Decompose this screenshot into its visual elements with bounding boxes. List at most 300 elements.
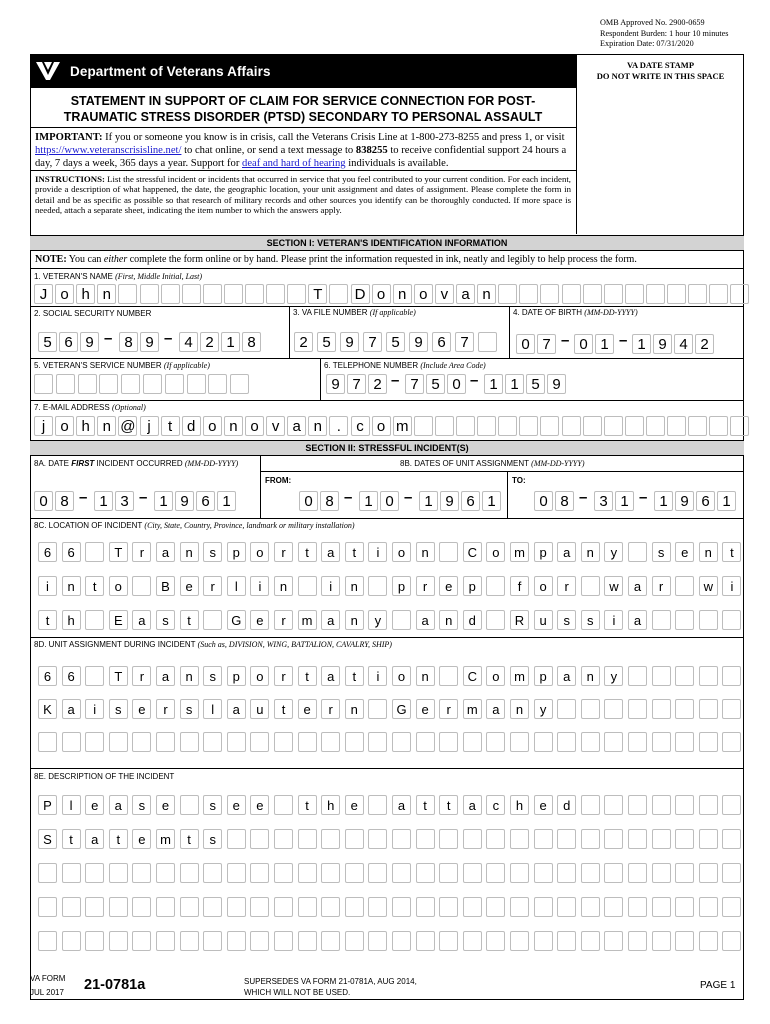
char-box[interactable]: D: [351, 284, 370, 304]
char-box[interactable]: [132, 863, 151, 883]
char-box[interactable]: [435, 416, 454, 436]
char-box[interactable]: [298, 931, 317, 951]
char-box[interactable]: 4: [179, 332, 198, 352]
char-box[interactable]: [392, 931, 411, 951]
char-box[interactable]: [581, 863, 600, 883]
char-box[interactable]: [345, 863, 364, 883]
char-box[interactable]: [287, 284, 306, 304]
char-box[interactable]: [534, 829, 553, 849]
char-box[interactable]: o: [203, 416, 222, 436]
char-box[interactable]: [165, 374, 184, 394]
char-box[interactable]: [652, 732, 671, 752]
char-box[interactable]: [486, 829, 505, 849]
char-box[interactable]: t: [180, 610, 199, 630]
char-box[interactable]: a: [456, 284, 475, 304]
char-box[interactable]: [227, 732, 246, 752]
char-box[interactable]: [180, 931, 199, 951]
char-box[interactable]: C: [463, 542, 482, 562]
char-box[interactable]: E: [109, 610, 128, 630]
char-box[interactable]: [486, 931, 505, 951]
char-box[interactable]: s: [203, 542, 222, 562]
char-box[interactable]: a: [486, 699, 505, 719]
char-box[interactable]: a: [109, 795, 128, 815]
char-box[interactable]: [321, 863, 340, 883]
char-box[interactable]: [85, 542, 104, 562]
char-box[interactable]: a: [156, 666, 175, 686]
char-box[interactable]: 1: [505, 374, 524, 394]
char-box[interactable]: 9: [140, 332, 159, 352]
char-box[interactable]: [646, 284, 665, 304]
char-box[interactable]: t: [109, 829, 128, 849]
char-box[interactable]: [581, 576, 600, 596]
char-box[interactable]: [416, 732, 435, 752]
char-box[interactable]: o: [55, 284, 74, 304]
char-box[interactable]: 2: [200, 332, 219, 352]
char-box[interactable]: 1: [632, 334, 651, 354]
char-box[interactable]: 5: [526, 374, 545, 394]
char-box[interactable]: [132, 897, 151, 917]
char-box[interactable]: [581, 931, 600, 951]
char-box[interactable]: t: [62, 829, 81, 849]
char-box[interactable]: [498, 416, 517, 436]
char-box[interactable]: p: [534, 666, 553, 686]
char-box[interactable]: n: [274, 576, 293, 596]
char-box[interactable]: 1: [154, 491, 173, 511]
char-box[interactable]: t: [345, 666, 364, 686]
char-box[interactable]: [140, 284, 159, 304]
char-box[interactable]: r: [557, 576, 576, 596]
char-box[interactable]: [730, 416, 749, 436]
char-box[interactable]: [583, 284, 602, 304]
char-box[interactable]: 9: [326, 374, 345, 394]
char-box[interactable]: [540, 284, 559, 304]
char-box[interactable]: p: [534, 542, 553, 562]
char-box[interactable]: [109, 931, 128, 951]
char-box[interactable]: p: [463, 576, 482, 596]
char-box[interactable]: a: [557, 666, 576, 686]
char-box[interactable]: e: [180, 576, 199, 596]
char-box[interactable]: [557, 829, 576, 849]
char-box[interactable]: v: [435, 284, 454, 304]
char-box[interactable]: s: [652, 542, 671, 562]
char-box[interactable]: [368, 795, 387, 815]
char-box[interactable]: t: [722, 542, 741, 562]
char-box[interactable]: [534, 863, 553, 883]
char-box[interactable]: [85, 666, 104, 686]
char-box[interactable]: [675, 795, 694, 815]
char-box[interactable]: m: [463, 699, 482, 719]
char-box[interactable]: [628, 542, 647, 562]
char-box[interactable]: [557, 732, 576, 752]
char-box[interactable]: [675, 829, 694, 849]
char-box[interactable]: v: [266, 416, 285, 436]
char-box[interactable]: a: [628, 610, 647, 630]
char-box[interactable]: n: [345, 610, 364, 630]
char-box[interactable]: 6: [62, 666, 81, 686]
char-box[interactable]: o: [486, 542, 505, 562]
char-box[interactable]: 2: [368, 374, 387, 394]
char-box[interactable]: [604, 732, 623, 752]
char-box[interactable]: [274, 795, 293, 815]
char-box[interactable]: 1: [419, 491, 438, 511]
char-box[interactable]: 9: [175, 491, 194, 511]
char-box[interactable]: h: [510, 795, 529, 815]
char-box[interactable]: e: [345, 795, 364, 815]
char-box[interactable]: [321, 732, 340, 752]
char-box[interactable]: [699, 931, 718, 951]
char-box[interactable]: [345, 732, 364, 752]
char-box[interactable]: [368, 931, 387, 951]
char-box[interactable]: e: [156, 795, 175, 815]
char-box[interactable]: n: [345, 699, 364, 719]
char-box[interactable]: [38, 931, 57, 951]
char-box[interactable]: 9: [653, 334, 672, 354]
char-box[interactable]: [143, 374, 162, 394]
char-box[interactable]: [416, 863, 435, 883]
char-box[interactable]: [486, 610, 505, 630]
char-box[interactable]: K: [38, 699, 57, 719]
char-box[interactable]: [722, 897, 741, 917]
char-box[interactable]: [274, 931, 293, 951]
char-box[interactable]: c: [351, 416, 370, 436]
char-box[interactable]: 9: [675, 491, 694, 511]
char-box[interactable]: [486, 897, 505, 917]
char-box[interactable]: d: [463, 610, 482, 630]
char-box[interactable]: [203, 732, 222, 752]
char-box[interactable]: J: [34, 284, 53, 304]
char-box[interactable]: [486, 863, 505, 883]
char-box[interactable]: o: [55, 416, 74, 436]
char-box[interactable]: [604, 284, 623, 304]
char-box[interactable]: r: [439, 699, 458, 719]
char-box[interactable]: n: [393, 284, 412, 304]
char-box[interactable]: [329, 284, 348, 304]
char-box[interactable]: t: [161, 416, 180, 436]
char-box[interactable]: w: [604, 576, 623, 596]
char-box[interactable]: t: [298, 542, 317, 562]
char-box[interactable]: 6: [62, 542, 81, 562]
char-box[interactable]: [203, 284, 222, 304]
char-box[interactable]: s: [557, 610, 576, 630]
char-box[interactable]: n: [180, 666, 199, 686]
char-box[interactable]: [266, 284, 285, 304]
char-box[interactable]: 1: [654, 491, 673, 511]
char-box[interactable]: [62, 863, 81, 883]
char-box[interactable]: [161, 284, 180, 304]
char-box[interactable]: [581, 795, 600, 815]
char-box[interactable]: 0: [447, 374, 466, 394]
char-box[interactable]: [722, 732, 741, 752]
char-box[interactable]: o: [392, 666, 411, 686]
char-box[interactable]: t: [298, 666, 317, 686]
char-box[interactable]: [321, 829, 340, 849]
char-box[interactable]: 7: [405, 374, 424, 394]
char-box[interactable]: a: [557, 542, 576, 562]
char-box[interactable]: y: [368, 610, 387, 630]
char-box[interactable]: h: [76, 416, 95, 436]
char-box[interactable]: [722, 795, 741, 815]
char-box[interactable]: [534, 897, 553, 917]
char-box[interactable]: 9: [340, 332, 359, 352]
char-box[interactable]: [463, 897, 482, 917]
char-box[interactable]: [478, 332, 497, 352]
char-box[interactable]: [416, 829, 435, 849]
char-box[interactable]: 7: [537, 334, 556, 354]
char-box[interactable]: [274, 829, 293, 849]
char-box[interactable]: G: [392, 699, 411, 719]
char-box[interactable]: a: [85, 829, 104, 849]
char-box[interactable]: p: [227, 666, 246, 686]
char-box[interactable]: [581, 897, 600, 917]
char-box[interactable]: o: [372, 416, 391, 436]
char-box[interactable]: [85, 863, 104, 883]
char-box[interactable]: [416, 897, 435, 917]
char-box[interactable]: e: [85, 795, 104, 815]
char-box[interactable]: 1: [94, 491, 113, 511]
char-box[interactable]: [628, 897, 647, 917]
char-box[interactable]: [675, 732, 694, 752]
char-box[interactable]: [652, 610, 671, 630]
char-box[interactable]: [604, 863, 623, 883]
char-box[interactable]: [699, 610, 718, 630]
char-box[interactable]: t: [180, 829, 199, 849]
char-box[interactable]: [392, 610, 411, 630]
char-box[interactable]: 6: [696, 491, 715, 511]
char-box[interactable]: s: [132, 795, 151, 815]
char-box[interactable]: [625, 416, 644, 436]
char-box[interactable]: [439, 829, 458, 849]
char-box[interactable]: 2: [294, 332, 313, 352]
char-box[interactable]: [510, 897, 529, 917]
char-box[interactable]: [604, 829, 623, 849]
char-box[interactable]: m: [510, 666, 529, 686]
char-box[interactable]: e: [675, 542, 694, 562]
char-box[interactable]: [368, 699, 387, 719]
char-box[interactable]: u: [250, 699, 269, 719]
char-box[interactable]: [62, 732, 81, 752]
char-box[interactable]: a: [321, 542, 340, 562]
char-box[interactable]: 6: [461, 491, 480, 511]
char-box[interactable]: [345, 829, 364, 849]
char-box[interactable]: 0: [34, 491, 53, 511]
char-box[interactable]: l: [227, 576, 246, 596]
char-box[interactable]: [392, 897, 411, 917]
char-box[interactable]: R: [510, 610, 529, 630]
char-box[interactable]: [203, 863, 222, 883]
char-box[interactable]: [182, 284, 201, 304]
char-box[interactable]: 8: [555, 491, 574, 511]
char-box[interactable]: [203, 610, 222, 630]
char-box[interactable]: d: [182, 416, 201, 436]
char-box[interactable]: 6: [59, 332, 78, 352]
char-box[interactable]: f: [510, 576, 529, 596]
char-box[interactable]: T: [109, 542, 128, 562]
char-box[interactable]: [652, 666, 671, 686]
char-box[interactable]: a: [156, 542, 175, 562]
char-box[interactable]: 8: [55, 491, 74, 511]
char-box[interactable]: [628, 795, 647, 815]
char-box[interactable]: 1: [482, 491, 501, 511]
char-box[interactable]: [156, 897, 175, 917]
char-box[interactable]: m: [156, 829, 175, 849]
char-box[interactable]: [368, 897, 387, 917]
char-box[interactable]: [38, 732, 57, 752]
char-box[interactable]: 6: [38, 542, 57, 562]
char-box[interactable]: 3: [594, 491, 613, 511]
char-box[interactable]: e: [132, 699, 151, 719]
char-box[interactable]: [85, 931, 104, 951]
char-box[interactable]: [604, 416, 623, 436]
char-box[interactable]: i: [722, 576, 741, 596]
char-box[interactable]: B: [156, 576, 175, 596]
char-box[interactable]: [132, 931, 151, 951]
char-box[interactable]: [581, 699, 600, 719]
char-box[interactable]: [156, 863, 175, 883]
char-box[interactable]: n: [97, 284, 116, 304]
char-box[interactable]: 7: [347, 374, 366, 394]
char-box[interactable]: [180, 897, 199, 917]
char-box[interactable]: s: [203, 795, 222, 815]
char-box[interactable]: o: [392, 542, 411, 562]
char-box[interactable]: 7: [363, 332, 382, 352]
char-box[interactable]: 1: [615, 491, 634, 511]
char-box[interactable]: y: [604, 666, 623, 686]
char-box[interactable]: [628, 931, 647, 951]
char-box[interactable]: [540, 416, 559, 436]
char-box[interactable]: e: [298, 699, 317, 719]
char-box[interactable]: 8: [242, 332, 261, 352]
char-box[interactable]: [208, 374, 227, 394]
char-box[interactable]: [414, 416, 433, 436]
char-box[interactable]: m: [393, 416, 412, 436]
char-box[interactable]: [688, 284, 707, 304]
char-box[interactable]: [121, 374, 140, 394]
char-box[interactable]: [250, 897, 269, 917]
char-box[interactable]: n: [224, 416, 243, 436]
char-box[interactable]: [180, 795, 199, 815]
char-box[interactable]: 5: [38, 332, 57, 352]
char-box[interactable]: e: [227, 795, 246, 815]
char-box[interactable]: [557, 863, 576, 883]
char-box[interactable]: e: [416, 699, 435, 719]
crisis-line-link[interactable]: https://www.veteranscrisisline.net/: [35, 145, 182, 156]
char-box[interactable]: e: [439, 576, 458, 596]
char-box[interactable]: r: [274, 610, 293, 630]
char-box[interactable]: n: [62, 576, 81, 596]
char-box[interactable]: [439, 732, 458, 752]
char-box[interactable]: [510, 829, 529, 849]
char-box[interactable]: 0: [516, 334, 535, 354]
char-box[interactable]: 0: [574, 334, 593, 354]
char-box[interactable]: 1: [717, 491, 736, 511]
char-box[interactable]: [628, 666, 647, 686]
char-box[interactable]: [463, 829, 482, 849]
char-box[interactable]: t: [38, 610, 57, 630]
char-box[interactable]: [38, 863, 57, 883]
char-box[interactable]: o: [372, 284, 391, 304]
char-box[interactable]: [675, 610, 694, 630]
char-box[interactable]: [298, 576, 317, 596]
char-box[interactable]: 0: [380, 491, 399, 511]
char-box[interactable]: i: [321, 576, 340, 596]
char-box[interactable]: n: [97, 416, 116, 436]
char-box[interactable]: n: [581, 666, 600, 686]
char-box[interactable]: [227, 863, 246, 883]
char-box[interactable]: t: [298, 795, 317, 815]
char-box[interactable]: [298, 897, 317, 917]
char-box[interactable]: 8: [320, 491, 339, 511]
char-box[interactable]: r: [274, 542, 293, 562]
char-box[interactable]: T: [109, 666, 128, 686]
char-box[interactable]: 5: [386, 332, 405, 352]
char-box[interactable]: o: [245, 416, 264, 436]
char-box[interactable]: [439, 931, 458, 951]
char-box[interactable]: c: [486, 795, 505, 815]
char-box[interactable]: [519, 284, 538, 304]
char-box[interactable]: 0: [299, 491, 318, 511]
char-box[interactable]: i: [368, 666, 387, 686]
char-box[interactable]: r: [416, 576, 435, 596]
char-box[interactable]: r: [652, 576, 671, 596]
char-box[interactable]: 0: [534, 491, 553, 511]
char-box[interactable]: n: [439, 610, 458, 630]
char-box[interactable]: [62, 897, 81, 917]
char-box[interactable]: [557, 897, 576, 917]
char-box[interactable]: 6: [196, 491, 215, 511]
char-box[interactable]: [581, 829, 600, 849]
char-box[interactable]: [699, 795, 718, 815]
char-box[interactable]: h: [321, 795, 340, 815]
char-box[interactable]: s: [581, 610, 600, 630]
char-box[interactable]: a: [392, 795, 411, 815]
char-box[interactable]: t: [85, 576, 104, 596]
char-box[interactable]: [187, 374, 206, 394]
char-box[interactable]: [250, 863, 269, 883]
char-box[interactable]: [180, 863, 199, 883]
char-box[interactable]: r: [203, 576, 222, 596]
char-box[interactable]: [99, 374, 118, 394]
char-box[interactable]: a: [227, 699, 246, 719]
char-box[interactable]: a: [132, 610, 151, 630]
char-box[interactable]: e: [132, 829, 151, 849]
char-box[interactable]: a: [416, 610, 435, 630]
char-box[interactable]: [227, 897, 246, 917]
char-box[interactable]: [477, 416, 496, 436]
char-box[interactable]: [392, 829, 411, 849]
char-box[interactable]: [62, 931, 81, 951]
char-box[interactable]: [132, 576, 151, 596]
char-box[interactable]: [368, 576, 387, 596]
deaf-support-link[interactable]: deaf and hard of hearing: [242, 158, 346, 169]
char-box[interactable]: [675, 576, 694, 596]
char-box[interactable]: [227, 829, 246, 849]
char-box[interactable]: o: [534, 576, 553, 596]
char-box[interactable]: [298, 829, 317, 849]
char-box[interactable]: n: [345, 576, 364, 596]
char-box[interactable]: [180, 732, 199, 752]
char-box[interactable]: [510, 863, 529, 883]
char-box[interactable]: [628, 699, 647, 719]
char-box[interactable]: [368, 829, 387, 849]
char-box[interactable]: n: [180, 542, 199, 562]
char-box[interactable]: i: [38, 576, 57, 596]
char-box[interactable]: h: [62, 610, 81, 630]
char-box[interactable]: n: [308, 416, 327, 436]
char-box[interactable]: [274, 897, 293, 917]
char-box[interactable]: [345, 897, 364, 917]
char-box[interactable]: o: [109, 576, 128, 596]
char-box[interactable]: [557, 931, 576, 951]
